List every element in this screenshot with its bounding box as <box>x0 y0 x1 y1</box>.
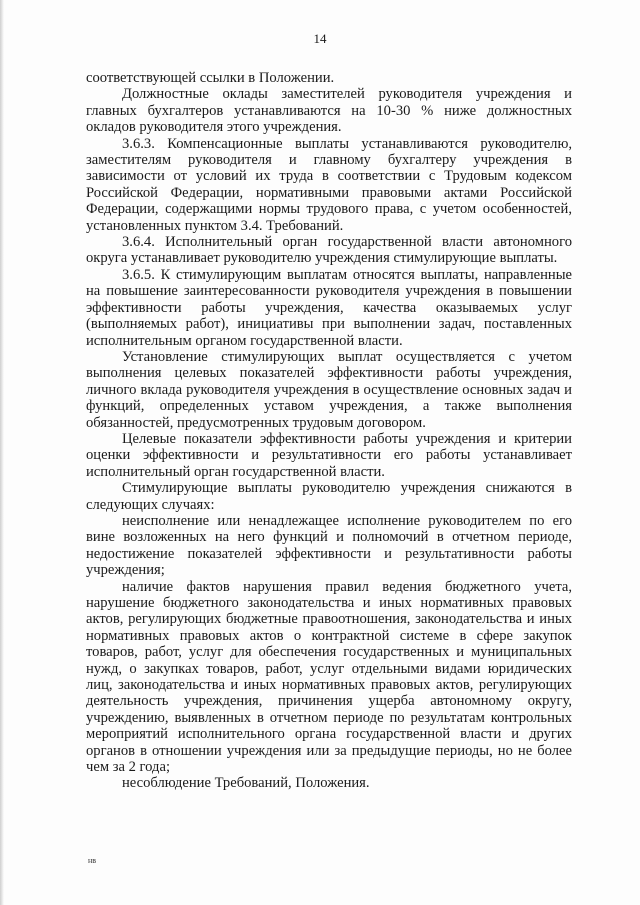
paragraph-target-indicators: Целевые показатели эффективности работы учреждения и критерии оценки эффективности и результативности его работы устанавливает исполнительный орган государственной власти. <box>86 430 572 480</box>
paragraph-deputy-salaries: Должностные оклады заместителей руководителя учреждения и главных бухгалтеров устанавливаются на 10-30 % ниже должностных окладов руководителя этого учреждения. <box>86 86 572 136</box>
footer-mark: нв <box>88 856 97 865</box>
paragraph-case-noncompliance: несоблюдение Требований, Положения. <box>122 775 370 792</box>
paragraph-3-6-4: 3.6.4. Исполнительный орган государственной власти автономного округа устанавливает руководителю учреждения стимулирующие выплаты. <box>86 234 572 267</box>
paragraph-reduction-cases: Стимулирующие выплаты руководителю учреждения снижаются в следующих случаях: <box>86 480 572 513</box>
scan-edge <box>0 0 4 905</box>
paragraph-3-6-5: 3.6.5. К стимулирующим выплатам относятся выплаты, направленные на повышение заинтересованности руководителя учреждения в повышении эффективности работы учреждения, качества оказываемых услуг (выполняемых работ), инициативы при выполнении задач, поставленных исполнительным органом государственной власти. <box>86 266 572 349</box>
paragraph-incentive-conditions: Установление стимулирующих выплат осуществляется с учетом выполнения целевых показателей эффективности работы учреждения, личного вклада руководителя учреждения в осуществление основных задач и функций, определенных уставом учреждения, а также выполнения обязанностей, предусмотренных трудовым договором. <box>86 348 572 431</box>
paragraph-continuation: соответствующей ссылки в Положении. <box>86 70 335 86</box>
document-body <box>86 70 572 792</box>
page-number: 14 <box>313 31 327 46</box>
paragraph-case-violations: наличие фактов нарушения правил ведения бюджетного учета, нарушение бюджетного законодательства и иных нормативных правовых актов, регулирующих бюджетные правоотношения, законодательства и иных нормативных правовых актов о контрактной системе в сфере закупок товаров, работ, услуг для обеспечения государственных и муниципальных нужд, о закупках товаров, работ, услуг отдельными видами юридических лиц, законодательства и иных нормативных правовых актов, регулирующих деятельность учреждения, причинения ущерба автономному округу, учреждению, выявленных в отчетном периоде по результатам контрольных мероприятий исполнительного органа государственной власти и других органов в отношении учреждения или за предыдущие периоды, но не более чем за 2 года; <box>86 578 572 776</box>
paragraph-3-6-3: 3.6.3. Компенсационные выплаты устанавливаются руководителю, заместителям руководителя и главному бухгалтеру учреждения в зависимости от условий их труда в соответствии с Трудовым кодексом Российской Федерации, нормативными правовыми актами Российской Федерации, содержащими нормы трудового права, с учетом особенностей, установленных пунктом 3.4. Требований. <box>86 135 572 234</box>
paragraph-case-nonperformance: неисполнение или ненадлежащее исполнение руководителем по его вине возложенных на него функций и полномочий в отчетном периоде, недостижение показателей эффективности и результативности работы учреждения; <box>86 512 572 579</box>
